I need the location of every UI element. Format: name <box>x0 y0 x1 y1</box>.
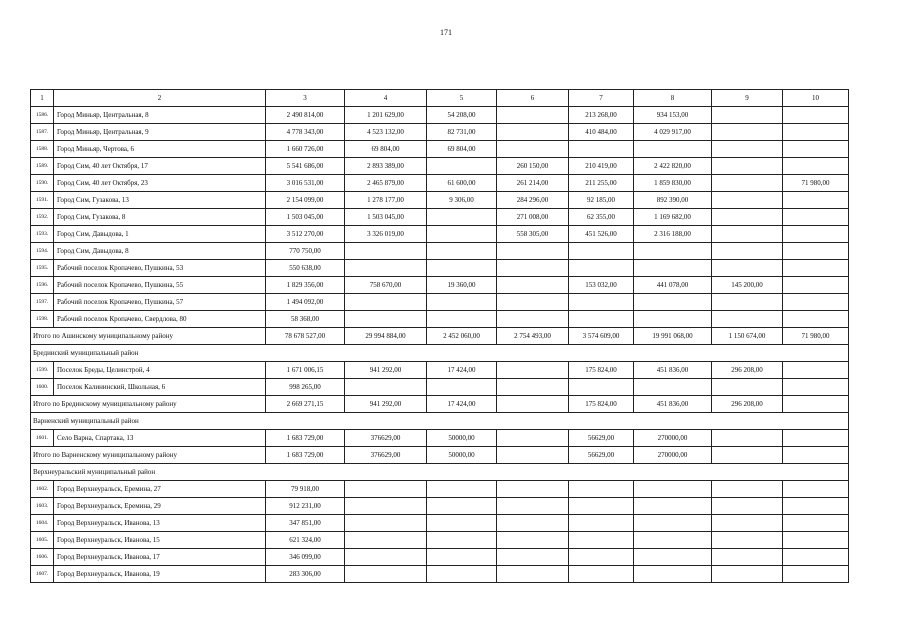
amount-cell <box>345 515 427 532</box>
address-cell: Город Верхнеуральск, Иванова, 13 <box>54 515 266 532</box>
amount-cell <box>497 515 569 532</box>
amount-cell <box>497 566 569 583</box>
amount-cell: 296 208,00 <box>712 396 783 413</box>
table-row <box>31 175 849 192</box>
amount-cell: 451 526,00 <box>569 226 634 243</box>
amount-cell: 1 683 729,00 <box>266 430 345 447</box>
total-label: Итого по Брединскому муниципальному району <box>31 396 266 413</box>
table-row <box>31 124 849 141</box>
table-row <box>31 498 849 515</box>
amount-cell <box>497 481 569 498</box>
amount-cell: 4 029 917,00 <box>634 124 712 141</box>
amount-cell: 145 200,00 <box>712 277 783 294</box>
amount-cell <box>783 396 849 413</box>
address-cell: Рабочий поселок Кропачево, Пушкина, 57 <box>54 294 266 311</box>
amount-cell: 347 851,00 <box>266 515 345 532</box>
amount-cell <box>569 141 634 158</box>
amount-cell <box>427 379 497 396</box>
table-row <box>31 532 849 549</box>
amount-cell: 283 306,00 <box>266 566 345 583</box>
amount-cell <box>783 209 849 226</box>
amount-cell <box>497 277 569 294</box>
amount-cell <box>497 294 569 311</box>
amount-cell: 346 099,00 <box>266 549 345 566</box>
amount-cell: 17 424,00 <box>427 396 497 413</box>
amount-cell <box>427 481 497 498</box>
amount-cell: 1 671 006,15 <box>266 362 345 379</box>
table-row <box>31 209 849 226</box>
amount-cell: 19 360,00 <box>427 277 497 294</box>
page-number: 171 <box>440 28 452 37</box>
amount-cell: 441 078,00 <box>634 277 712 294</box>
amount-cell: 1 169 682,00 <box>634 209 712 226</box>
row-number: 1594. <box>31 243 54 260</box>
address-cell: Город Верхнеуральск, Еремина, 27 <box>54 481 266 498</box>
table-row <box>31 515 849 532</box>
amount-cell: 2 422 820,00 <box>634 158 712 175</box>
amount-cell: 56629,00 <box>569 447 634 464</box>
table-row <box>31 243 849 260</box>
amount-cell: 558 305,00 <box>497 226 569 243</box>
district-total-row <box>31 447 849 464</box>
amount-cell <box>497 447 569 464</box>
amount-cell <box>569 515 634 532</box>
amount-cell: 69 804,00 <box>427 141 497 158</box>
amount-cell <box>783 277 849 294</box>
amount-cell <box>427 532 497 549</box>
amount-cell <box>634 515 712 532</box>
amount-cell: 211 255,00 <box>569 175 634 192</box>
amount-cell <box>783 260 849 277</box>
amount-cell: 451 836,00 <box>634 396 712 413</box>
row-number: 1590. <box>31 175 54 192</box>
amount-cell <box>783 362 849 379</box>
amount-cell <box>783 515 849 532</box>
amount-cell: 1 660 726,00 <box>266 141 345 158</box>
amount-cell: 17 424,00 <box>427 362 497 379</box>
amount-cell: 69 804,00 <box>345 141 427 158</box>
amount-cell <box>569 481 634 498</box>
column-number: 2 <box>54 90 266 107</box>
amount-cell: 296 208,00 <box>712 362 783 379</box>
row-number: 1596. <box>31 277 54 294</box>
amount-cell <box>783 498 849 515</box>
amount-cell: 2 754 493,00 <box>497 328 569 345</box>
amount-cell <box>712 226 783 243</box>
address-cell: Город Миньяр, Центральная, 9 <box>54 124 266 141</box>
district-total-row <box>31 328 849 345</box>
amount-cell <box>427 566 497 583</box>
district-name: Верхнеуральский муниципальный район <box>31 464 849 481</box>
amount-cell <box>345 481 427 498</box>
amount-cell <box>712 158 783 175</box>
amount-cell: 1 503 045,00 <box>345 209 427 226</box>
row-number: 1598. <box>31 311 54 328</box>
amount-cell: 79 918,00 <box>266 481 345 498</box>
amount-cell: 1 859 830,00 <box>634 175 712 192</box>
amount-cell <box>427 498 497 515</box>
amount-cell <box>345 549 427 566</box>
amount-cell: 261 214,00 <box>497 175 569 192</box>
amount-cell: 19 991 068,00 <box>634 328 712 345</box>
row-number: 1595. <box>31 260 54 277</box>
district-total-row <box>31 396 849 413</box>
district-name: Бредииский муниципальный район <box>31 345 849 362</box>
amount-cell <box>497 379 569 396</box>
amount-cell <box>783 124 849 141</box>
amount-cell: 621 324,00 <box>266 532 345 549</box>
amount-cell <box>569 566 634 583</box>
column-number: 6 <box>497 90 569 107</box>
address-cell: Город Сим, 40 лет Октября, 17 <box>54 158 266 175</box>
amount-cell <box>783 311 849 328</box>
amount-cell <box>345 566 427 583</box>
amount-cell: 1 494 092,00 <box>266 294 345 311</box>
column-number: 1 <box>31 90 54 107</box>
amount-cell <box>712 549 783 566</box>
address-cell: Город Сим, 40 лет Октября, 23 <box>54 175 266 192</box>
amount-cell <box>569 260 634 277</box>
amount-cell <box>569 379 634 396</box>
amount-cell <box>497 532 569 549</box>
amount-cell: 1 201 629,00 <box>345 107 427 124</box>
table-row <box>31 311 849 328</box>
row-number: 1601. <box>31 430 54 447</box>
amount-cell <box>783 192 849 209</box>
amount-cell <box>569 549 634 566</box>
amount-cell: 61 600,00 <box>427 175 497 192</box>
address-cell: Рабочий поселок Кропачево, Пушкина, 53 <box>54 260 266 277</box>
amount-cell <box>497 311 569 328</box>
column-number: 8 <box>634 90 712 107</box>
amount-cell <box>345 243 427 260</box>
table-row <box>31 277 849 294</box>
amount-cell <box>712 447 783 464</box>
table-row <box>31 379 849 396</box>
address-cell: Город Миньяр, Центральная, 8 <box>54 107 266 124</box>
amount-cell <box>497 549 569 566</box>
amount-cell: 1 150 674,00 <box>712 328 783 345</box>
row-number: 1600. <box>31 379 54 396</box>
amount-cell: 1 829 356,00 <box>266 277 345 294</box>
amount-cell: 270000,00 <box>634 430 712 447</box>
amount-cell <box>634 498 712 515</box>
amount-cell: 1 503 045,00 <box>266 209 345 226</box>
address-cell: Поселок Калининский, Школьная, 6 <box>54 379 266 396</box>
amount-cell <box>783 158 849 175</box>
amount-cell: 5 541 686,00 <box>266 158 345 175</box>
amount-cell <box>783 447 849 464</box>
amount-cell: 410 484,00 <box>569 124 634 141</box>
amount-cell <box>427 294 497 311</box>
amount-cell: 78 678 527,00 <box>266 328 345 345</box>
amount-cell <box>497 243 569 260</box>
amount-cell: 260 150,00 <box>497 158 569 175</box>
amount-cell <box>634 481 712 498</box>
table-row <box>31 566 849 583</box>
amount-cell <box>712 209 783 226</box>
row-number: 1593. <box>31 226 54 243</box>
amount-cell <box>634 141 712 158</box>
amount-cell <box>634 379 712 396</box>
table-row <box>31 107 849 124</box>
amount-cell <box>569 498 634 515</box>
district-name: Варненский муниципальный район <box>31 413 849 430</box>
amount-cell: 2 316 188,00 <box>634 226 712 243</box>
amount-cell: 175 824,00 <box>569 396 634 413</box>
table-row <box>31 226 849 243</box>
amount-cell <box>712 294 783 311</box>
row-number: 1586. <box>31 107 54 124</box>
amount-cell: 376629,00 <box>345 430 427 447</box>
amount-cell <box>712 243 783 260</box>
amount-cell: 2 669 271,15 <box>266 396 345 413</box>
amount-cell: 2 465 879,00 <box>345 175 427 192</box>
amount-cell <box>497 498 569 515</box>
amount-cell: 210 419,00 <box>569 158 634 175</box>
amount-cell <box>345 294 427 311</box>
row-number: 1588. <box>31 141 54 158</box>
table-row <box>31 430 849 447</box>
amount-cell <box>712 107 783 124</box>
amount-cell: 50000,00 <box>427 447 497 464</box>
amount-cell <box>427 209 497 226</box>
amount-cell: 892 390,00 <box>634 192 712 209</box>
row-number: 1589. <box>31 158 54 175</box>
amount-cell: 62 355,00 <box>569 209 634 226</box>
amount-cell <box>712 311 783 328</box>
amount-cell <box>783 141 849 158</box>
amount-cell <box>634 549 712 566</box>
amount-cell <box>783 294 849 311</box>
address-cell: Рабочий поселок Кропачево, Свердлова, 80 <box>54 311 266 328</box>
amount-cell <box>783 107 849 124</box>
column-number: 10 <box>783 90 849 107</box>
section-heading-row <box>31 413 849 430</box>
amount-cell: 56629,00 <box>569 430 634 447</box>
amount-cell <box>783 532 849 549</box>
row-number: 1603. <box>31 498 54 515</box>
amount-cell: 451 836,00 <box>634 362 712 379</box>
amount-cell: 770 750,00 <box>266 243 345 260</box>
amount-cell <box>345 379 427 396</box>
amount-cell <box>569 311 634 328</box>
table-row <box>31 481 849 498</box>
amount-cell: 758 670,00 <box>345 277 427 294</box>
row-number: 1591. <box>31 192 54 209</box>
table-row <box>31 260 849 277</box>
amount-cell <box>712 481 783 498</box>
address-cell: Город Верхнеуральск, Иванова, 19 <box>54 566 266 583</box>
amount-cell: 29 994 884,00 <box>345 328 427 345</box>
amount-cell: 4 778 343,00 <box>266 124 345 141</box>
address-cell: Город Миньяр, Чертова, 6 <box>54 141 266 158</box>
amount-cell <box>634 243 712 260</box>
amount-cell <box>712 379 783 396</box>
address-cell: Поселок Бреды, Целинстрой, 4 <box>54 362 266 379</box>
address-cell: Город Сим, Давыдова, 8 <box>54 243 266 260</box>
amount-cell: 934 153,00 <box>634 107 712 124</box>
row-number: 1597. <box>31 294 54 311</box>
amount-cell: 2 452 060,00 <box>427 328 497 345</box>
address-cell: Рабочий поселок Кропачево, Пушкина, 55 <box>54 277 266 294</box>
table-row <box>31 294 849 311</box>
amount-cell <box>712 192 783 209</box>
column-number: 4 <box>345 90 427 107</box>
amount-cell <box>569 243 634 260</box>
registry-table <box>30 89 849 583</box>
row-number: 1604. <box>31 515 54 532</box>
row-number: 1602. <box>31 481 54 498</box>
amount-cell <box>569 294 634 311</box>
total-label: Итого по Ашинскому муниципальному району <box>31 328 266 345</box>
amount-cell <box>712 532 783 549</box>
table-row <box>31 192 849 209</box>
amount-cell <box>712 566 783 583</box>
amount-cell: 9 306,00 <box>427 192 497 209</box>
amount-cell: 941 292,00 <box>345 396 427 413</box>
column-number-header <box>31 90 849 107</box>
amount-cell <box>712 124 783 141</box>
amount-cell: 550 638,00 <box>266 260 345 277</box>
amount-cell: 175 824,00 <box>569 362 634 379</box>
column-number: 3 <box>266 90 345 107</box>
amount-cell: 54 208,00 <box>427 107 497 124</box>
amount-cell <box>497 260 569 277</box>
amount-cell: 271 008,00 <box>497 209 569 226</box>
amount-cell <box>345 311 427 328</box>
amount-cell <box>712 175 783 192</box>
amount-cell <box>345 498 427 515</box>
amount-cell <box>427 226 497 243</box>
amount-cell <box>427 549 497 566</box>
amount-cell: 284 296,00 <box>497 192 569 209</box>
column-number: 9 <box>712 90 783 107</box>
amount-cell <box>783 379 849 396</box>
amount-cell <box>712 141 783 158</box>
amount-cell: 1 683 729,00 <box>266 447 345 464</box>
amount-cell <box>634 311 712 328</box>
amount-cell: 213 268,00 <box>569 107 634 124</box>
amount-cell: 998 265,00 <box>266 379 345 396</box>
amount-cell: 58 368,00 <box>266 311 345 328</box>
amount-cell <box>497 430 569 447</box>
amount-cell <box>427 260 497 277</box>
amount-cell <box>712 430 783 447</box>
amount-cell: 82 731,00 <box>427 124 497 141</box>
amount-cell: 92 185,00 <box>569 192 634 209</box>
section-heading-row <box>31 345 849 362</box>
amount-cell <box>345 260 427 277</box>
amount-cell <box>427 158 497 175</box>
address-cell: Село Варна, Спартака, 13 <box>54 430 266 447</box>
amount-cell: 2 154 099,00 <box>266 192 345 209</box>
amount-cell <box>783 566 849 583</box>
row-number: 1592. <box>31 209 54 226</box>
amount-cell <box>783 481 849 498</box>
amount-cell <box>427 243 497 260</box>
amount-cell: 2 490 814,00 <box>266 107 345 124</box>
amount-cell <box>634 566 712 583</box>
amount-cell: 50000,00 <box>427 430 497 447</box>
amount-cell <box>345 532 427 549</box>
row-number: 1605. <box>31 532 54 549</box>
row-number: 1587. <box>31 124 54 141</box>
amount-cell: 71 980,00 <box>783 328 849 345</box>
amount-cell: 376629,00 <box>345 447 427 464</box>
amount-cell <box>783 549 849 566</box>
address-cell: Город Сим, Гузакова, 8 <box>54 209 266 226</box>
table-row <box>31 141 849 158</box>
row-number: 1599. <box>31 362 54 379</box>
table-row <box>31 362 849 379</box>
amount-cell: 3 016 531,00 <box>266 175 345 192</box>
amount-cell <box>783 430 849 447</box>
amount-cell <box>783 243 849 260</box>
column-number: 5 <box>427 90 497 107</box>
amount-cell <box>497 141 569 158</box>
total-label: Итого по Варненскому муниципальному району <box>31 447 266 464</box>
address-cell: Город Сим, Гузакова, 13 <box>54 192 266 209</box>
column-number: 7 <box>569 90 634 107</box>
amount-cell <box>634 532 712 549</box>
amount-cell <box>427 311 497 328</box>
address-cell: Город Верхнеуральск, Еремина, 29 <box>54 498 266 515</box>
table-row <box>31 549 849 566</box>
amount-cell: 153 032,00 <box>569 277 634 294</box>
table-row <box>31 158 849 175</box>
amount-cell: 1 278 177,00 <box>345 192 427 209</box>
amount-cell <box>497 124 569 141</box>
amount-cell <box>497 362 569 379</box>
amount-cell: 2 893 389,00 <box>345 158 427 175</box>
row-number: 1606. <box>31 549 54 566</box>
amount-cell: 3 512 270,00 <box>266 226 345 243</box>
amount-cell <box>783 226 849 243</box>
amount-cell <box>497 107 569 124</box>
amount-cell: 270000,00 <box>634 447 712 464</box>
address-cell: Город Сим, Давыдова, 1 <box>54 226 266 243</box>
address-cell: Город Верхнеуральск, Иванова, 17 <box>54 549 266 566</box>
address-cell: Город Верхнеуральск, Иванова, 15 <box>54 532 266 549</box>
amount-cell <box>497 396 569 413</box>
amount-cell: 912 231,00 <box>266 498 345 515</box>
amount-cell: 941 292,00 <box>345 362 427 379</box>
amount-cell: 71 980,00 <box>783 175 849 192</box>
amount-cell <box>569 532 634 549</box>
amount-cell <box>634 294 712 311</box>
amount-cell <box>427 515 497 532</box>
amount-cell <box>712 515 783 532</box>
amount-cell <box>712 498 783 515</box>
amount-cell: 4 523 132,00 <box>345 124 427 141</box>
amount-cell <box>634 260 712 277</box>
amount-cell: 3 326 019,00 <box>345 226 427 243</box>
amount-cell: 3 574 609,00 <box>569 328 634 345</box>
amount-cell <box>712 260 783 277</box>
section-heading-row <box>31 464 849 481</box>
row-number: 1607. <box>31 566 54 583</box>
